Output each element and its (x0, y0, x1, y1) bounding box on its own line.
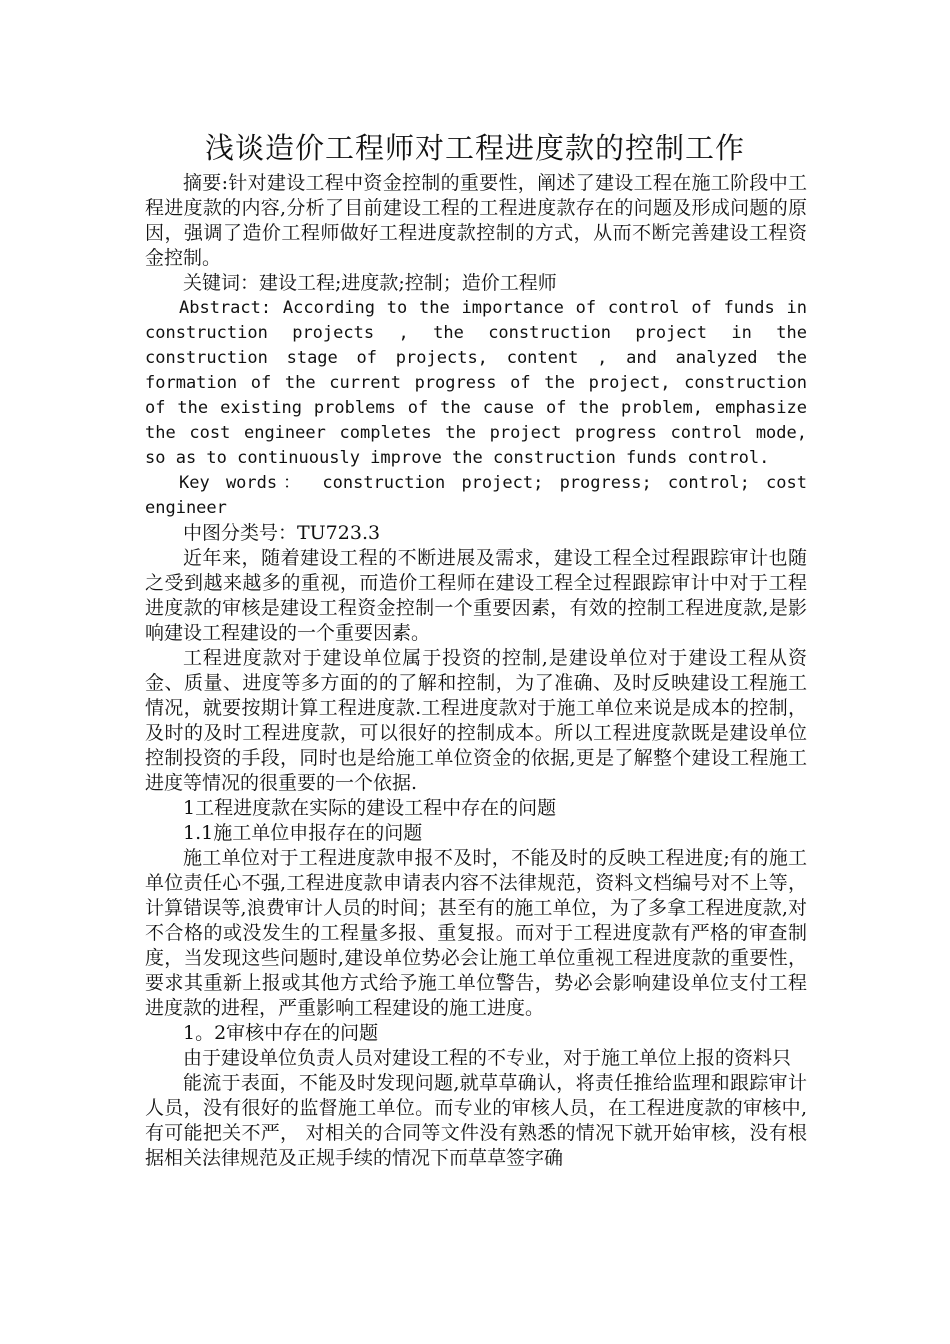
keywords-en: Key words： construction project; progress; control; cost engineer (145, 473, 807, 518)
intro-paragraph-1: 近年来，随着建设工程的不断进展及需求，建设工程全过程跟踪审计也随之受到越来越多的重视，而造价工程师在建设工程全过程跟踪审计中对于工程进度款的审核是建设工程资金控制一个重要因素，有效的控制工程进度款,是影响建设工程建设的一个重要因素。 (145, 547, 807, 644)
section-1-2-paragraph-1: 由于建设单位负责人员对建设工程的不专业，对于施工单位上报的资料只 (183, 1047, 792, 1069)
section-1-2-paragraph-2: 能流于表面，不能及时发现问题,就草草确认，将责任推给监理和跟踪审计人员，没有很好的监督施工单位。而专业的审核人员，在工程进度款的审核中,有可能把关不严， 对相关的合同等文件没有熟悉的情况下就开始审核，没有根据相关法律规范及正规手续的情况下而草草签字确 (145, 1072, 807, 1169)
abstract-en: Abstract: According to the importance of control of funds in construction projects , the construction project in the construction stage of projects, content , and analyzed the formation of the current progress of the project, construction of the existing problems of the cause of the problem, emphasize the cost engineer completes the project progress control mode, so as to continuously improve the construction funds control. (145, 298, 807, 468)
abstract-cn: 摘要:针对建设工程中资金控制的重要性，阐述了建设工程在施工阶段中工程进度款的内容,分析了目前建设工程的工程进度款存在的问题及形成问题的原因，强调了造价工程师做好工程进度款控制的方式，从而不断完善建设工程资金控制。 (145, 172, 807, 269)
document-title: 浅谈造价工程师对工程进度款的控制工作 (204, 131, 745, 165)
classification-number: 中图分类号：TU723.3 (183, 522, 381, 544)
keywords-cn: 关键词：建设工程;进度款;控制；造价工程师 (183, 272, 557, 294)
document-body (145, 171, 807, 1171)
section-1-1-paragraph: 施工单位对于工程进度款申报不及时，不能及时的反映工程进度;有的施工单位责任心不强,工程进度款申请表内容不法律规范，资料文档编号对不上等，计算错误等,浪费审计人员的时间；甚至有的施工单位，为了多拿工程进度款,对不合格的或没发生的工程量多报、重复报。而对于工程进度款有严格的审查制度，当发现这些问题时,建设单位势必会让施工单位重视工程进度款的重要性，要求其重新上报或其他方式给予施工单位警告，势必会影响建设单位支付工程进度款的进程，严重影响工程建设的施工进度。 (145, 847, 807, 1019)
intro-paragraph-2: 工程进度款对于建设单位属于投资的控制,是建设单位对于建设工程从资金、质量、进度等多方面的的了解和控制，为了准确、及时反映建设工程施工情况，就要按期计算工程进度款.工程进度款对于施工单位来说是成本的控制，及时的及时工程进度款，可以很好的控制成本。所以工程进度款既是建设单位控制投资的手段，同时也是给施工单位资金的依据,更是了解整个建设工程施工进度等情况的很重要的一个依据. (145, 647, 807, 794)
section-heading-1-1: 1.1施工单位申报存在的问题 (183, 822, 423, 844)
section-heading-1: 1工程进度款在实际的建设工程中存在的问题 (183, 797, 557, 819)
section-heading-1-2: 1。2审核中存在的问题 (183, 1022, 379, 1044)
